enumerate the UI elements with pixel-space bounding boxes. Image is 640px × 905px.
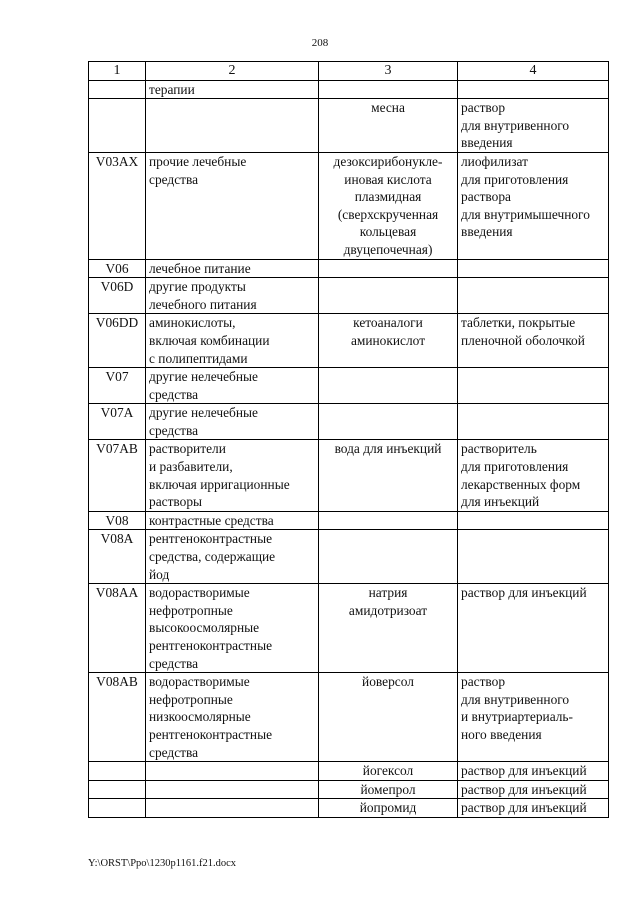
cell-text-line: рентгеноконтрастные bbox=[149, 531, 273, 547]
cell-text-line: пленочной оболочкой bbox=[461, 332, 585, 348]
table-cell-name bbox=[146, 278, 319, 314]
table-row bbox=[89, 314, 609, 368]
cell-text-line: для внутривенного bbox=[461, 691, 570, 707]
cell-text-line: натрия bbox=[368, 585, 408, 601]
cell-text-line: раствор для инъекций bbox=[461, 781, 587, 797]
table-cell-inn bbox=[319, 511, 458, 530]
cell-text-line: водорастворимые bbox=[149, 585, 250, 601]
page-number: 208 bbox=[311, 37, 329, 49]
footer-file-path: Y:\ORST\Ppo\1230p1161.f21.docx bbox=[88, 858, 236, 869]
table-cell-code: V06D bbox=[89, 278, 146, 314]
table-body bbox=[89, 80, 609, 817]
column-header: 1 bbox=[89, 62, 146, 81]
cell-text-line: амидотризоат bbox=[348, 602, 428, 618]
cell-text-line: раствор для инъекций bbox=[461, 585, 587, 601]
cell-text-line: низкоосмолярные bbox=[149, 709, 251, 725]
cell-text-line: другие продукты bbox=[149, 279, 246, 295]
table-cell-inn bbox=[319, 99, 458, 153]
table-row bbox=[89, 278, 609, 314]
table-row bbox=[89, 80, 609, 99]
table-cell-name bbox=[146, 152, 319, 259]
table-cell-form bbox=[458, 314, 609, 368]
table-cell-inn bbox=[319, 404, 458, 440]
table-cell-code bbox=[89, 99, 146, 153]
table-cell-form bbox=[458, 511, 609, 530]
table-cell-code: V08 bbox=[89, 511, 146, 530]
table-cell-code: V07A bbox=[89, 404, 146, 440]
table-cell-name bbox=[146, 368, 319, 404]
table-cell-code: V08AB bbox=[89, 673, 146, 762]
cell-text-line: иновая кислота bbox=[344, 171, 432, 187]
table-cell-code: V07 bbox=[89, 368, 146, 404]
cell-text-line: введения bbox=[461, 135, 513, 151]
table-cell-form bbox=[458, 530, 609, 584]
table-cell-name bbox=[146, 511, 319, 530]
table-row bbox=[89, 673, 609, 762]
table-row bbox=[89, 799, 609, 818]
table-cell-name bbox=[146, 404, 319, 440]
cell-text-line: рентгеноконтрастные bbox=[149, 726, 273, 742]
table-cell-form bbox=[458, 152, 609, 259]
table-cell-code bbox=[89, 780, 146, 799]
cell-text-line: месна bbox=[371, 100, 405, 116]
cell-text-line: растворы bbox=[149, 494, 203, 510]
cell-text-line: аминокислоты, bbox=[149, 315, 236, 331]
table-cell-inn bbox=[319, 152, 458, 259]
cell-text-line: другие нелечебные bbox=[149, 405, 258, 421]
cell-text-line: йоверсол bbox=[362, 674, 414, 690]
cell-text-line: плазмидная bbox=[354, 189, 422, 205]
table-cell-code: V06 bbox=[89, 259, 146, 278]
table-row bbox=[89, 152, 609, 259]
table-cell-inn bbox=[319, 440, 458, 511]
cell-text-line: и разбавители, bbox=[149, 459, 233, 475]
cell-text-line: вода для инъекций bbox=[334, 441, 442, 457]
table-cell-name bbox=[146, 259, 319, 278]
table-cell-code bbox=[89, 80, 146, 99]
cell-text-line: йод bbox=[149, 566, 170, 582]
table-row bbox=[89, 530, 609, 584]
cell-text-line: раствор bbox=[461, 674, 506, 690]
cell-text-line: лечебное питание bbox=[149, 260, 251, 276]
table-cell-form bbox=[458, 99, 609, 153]
cell-text-line: кетоаналоги bbox=[353, 315, 423, 331]
cell-text-line: включая ирригационные bbox=[149, 476, 290, 492]
table-cell-code: V06DD bbox=[89, 314, 146, 368]
cell-text-line: водорастворимые bbox=[149, 674, 250, 690]
table-cell-form bbox=[458, 404, 609, 440]
cell-text-line: контрастные средства bbox=[149, 512, 274, 528]
table-cell-form bbox=[458, 80, 609, 99]
table-cell-form bbox=[458, 259, 609, 278]
cell-text-line: йомепрол bbox=[360, 781, 416, 797]
cell-text-line: растворители bbox=[149, 441, 226, 457]
cell-text-line: средства, содержащие bbox=[149, 549, 276, 565]
table-cell-name bbox=[146, 780, 319, 799]
table-cell-code: V03AX bbox=[89, 152, 146, 259]
cell-text-line: терапии bbox=[149, 81, 195, 97]
table-cell-inn bbox=[319, 80, 458, 99]
table-cell-form bbox=[458, 780, 609, 799]
table-cell-name bbox=[146, 584, 319, 673]
cell-text-line: для внутримышечного bbox=[461, 206, 590, 222]
table-header-row bbox=[89, 62, 609, 81]
column-header: 2 bbox=[146, 62, 319, 81]
cell-text-line: прочие лечебные bbox=[149, 153, 247, 169]
table-row bbox=[89, 99, 609, 153]
table-cell-name bbox=[146, 80, 319, 99]
table-cell-inn bbox=[319, 762, 458, 781]
table-row bbox=[89, 259, 609, 278]
table-cell-form bbox=[458, 762, 609, 781]
table-cell-form bbox=[458, 673, 609, 762]
cell-text-line: лекарственных форм bbox=[461, 476, 581, 492]
drug-table bbox=[88, 61, 609, 818]
cell-text-line: средства bbox=[149, 422, 199, 438]
cell-text-line: лиофилизат bbox=[461, 153, 528, 169]
cell-text-line: лечебного питания bbox=[149, 296, 257, 312]
cell-text-line: нефротропные bbox=[149, 691, 233, 707]
cell-text-line: для инъекций bbox=[461, 494, 540, 510]
table-cell-inn bbox=[319, 673, 458, 762]
table-cell-inn bbox=[319, 278, 458, 314]
table-cell-form bbox=[458, 440, 609, 511]
table-cell-code: V08A bbox=[89, 530, 146, 584]
cell-text-line: нефротропные bbox=[149, 602, 233, 618]
cell-text-line: для внутривенного bbox=[461, 117, 570, 133]
table-cell-name bbox=[146, 440, 319, 511]
table-cell-inn bbox=[319, 584, 458, 673]
cell-text-line: йопромид bbox=[359, 800, 417, 816]
table-cell-name bbox=[146, 530, 319, 584]
cell-text-line: ного введения bbox=[461, 726, 542, 742]
cell-text-line: растворитель bbox=[461, 441, 537, 457]
table-cell-form bbox=[458, 799, 609, 818]
table-cell-inn bbox=[319, 314, 458, 368]
table-cell-inn bbox=[319, 799, 458, 818]
cell-text-line: аминокислот bbox=[350, 332, 426, 348]
cell-text-line: средства bbox=[149, 655, 199, 671]
table-row bbox=[89, 404, 609, 440]
cell-text-line: для приготовления bbox=[461, 459, 569, 475]
table-row bbox=[89, 584, 609, 673]
table-cell-name bbox=[146, 314, 319, 368]
cell-text-line: раствор для инъекций bbox=[461, 800, 587, 816]
table-row bbox=[89, 511, 609, 530]
cell-text-line: (сверхскрученная bbox=[337, 206, 439, 222]
table-cell-form bbox=[458, 584, 609, 673]
table-cell-code bbox=[89, 799, 146, 818]
table-cell-name bbox=[146, 762, 319, 781]
table-cell-code: V07AB bbox=[89, 440, 146, 511]
column-header: 3 bbox=[319, 62, 458, 81]
table-cell-form bbox=[458, 278, 609, 314]
cell-text-line: с полипептидами bbox=[149, 350, 248, 366]
table-row bbox=[89, 368, 609, 404]
cell-text-line: йогексол bbox=[362, 763, 414, 779]
cell-text-line: средства bbox=[149, 744, 199, 760]
cell-text-line: таблетки, покрытые bbox=[461, 315, 576, 331]
cell-text-line: дезоксирибонукле- bbox=[333, 153, 443, 169]
table-row bbox=[89, 440, 609, 511]
cell-text-line: высокоосмолярные bbox=[149, 620, 260, 636]
table-cell-code bbox=[89, 762, 146, 781]
column-header: 4 bbox=[458, 62, 609, 81]
cell-text-line: раствор для инъекций bbox=[461, 763, 587, 779]
cell-text-line: рентгеноконтрастные bbox=[149, 638, 273, 653]
cell-text-line: введения bbox=[461, 224, 513, 240]
table-cell-name bbox=[146, 99, 319, 153]
table-cell-inn bbox=[319, 259, 458, 278]
cell-text-line: раствора bbox=[461, 189, 511, 205]
table-cell-code: V08AA bbox=[89, 584, 146, 673]
cell-text-line: включая комбинации bbox=[149, 332, 270, 348]
cell-text-line: средства bbox=[149, 386, 199, 402]
table-cell-inn bbox=[319, 780, 458, 799]
cell-text-line: кольцевая bbox=[359, 224, 417, 240]
table-cell-name bbox=[146, 673, 319, 762]
table-cell-form bbox=[458, 368, 609, 404]
cell-text-line: и внутриартериаль- bbox=[461, 709, 574, 725]
cell-text-line: средства bbox=[149, 171, 199, 187]
cell-text-line: двуцепочечная) bbox=[343, 241, 433, 257]
cell-text-line: другие нелечебные bbox=[149, 369, 258, 385]
table-row bbox=[89, 762, 609, 781]
table-cell-name bbox=[146, 799, 319, 818]
table-cell-inn bbox=[319, 530, 458, 584]
table-cell-inn bbox=[319, 368, 458, 404]
cell-text-line: раствор bbox=[461, 100, 506, 116]
cell-text-line: для приготовления bbox=[461, 171, 569, 187]
table-row bbox=[89, 780, 609, 799]
